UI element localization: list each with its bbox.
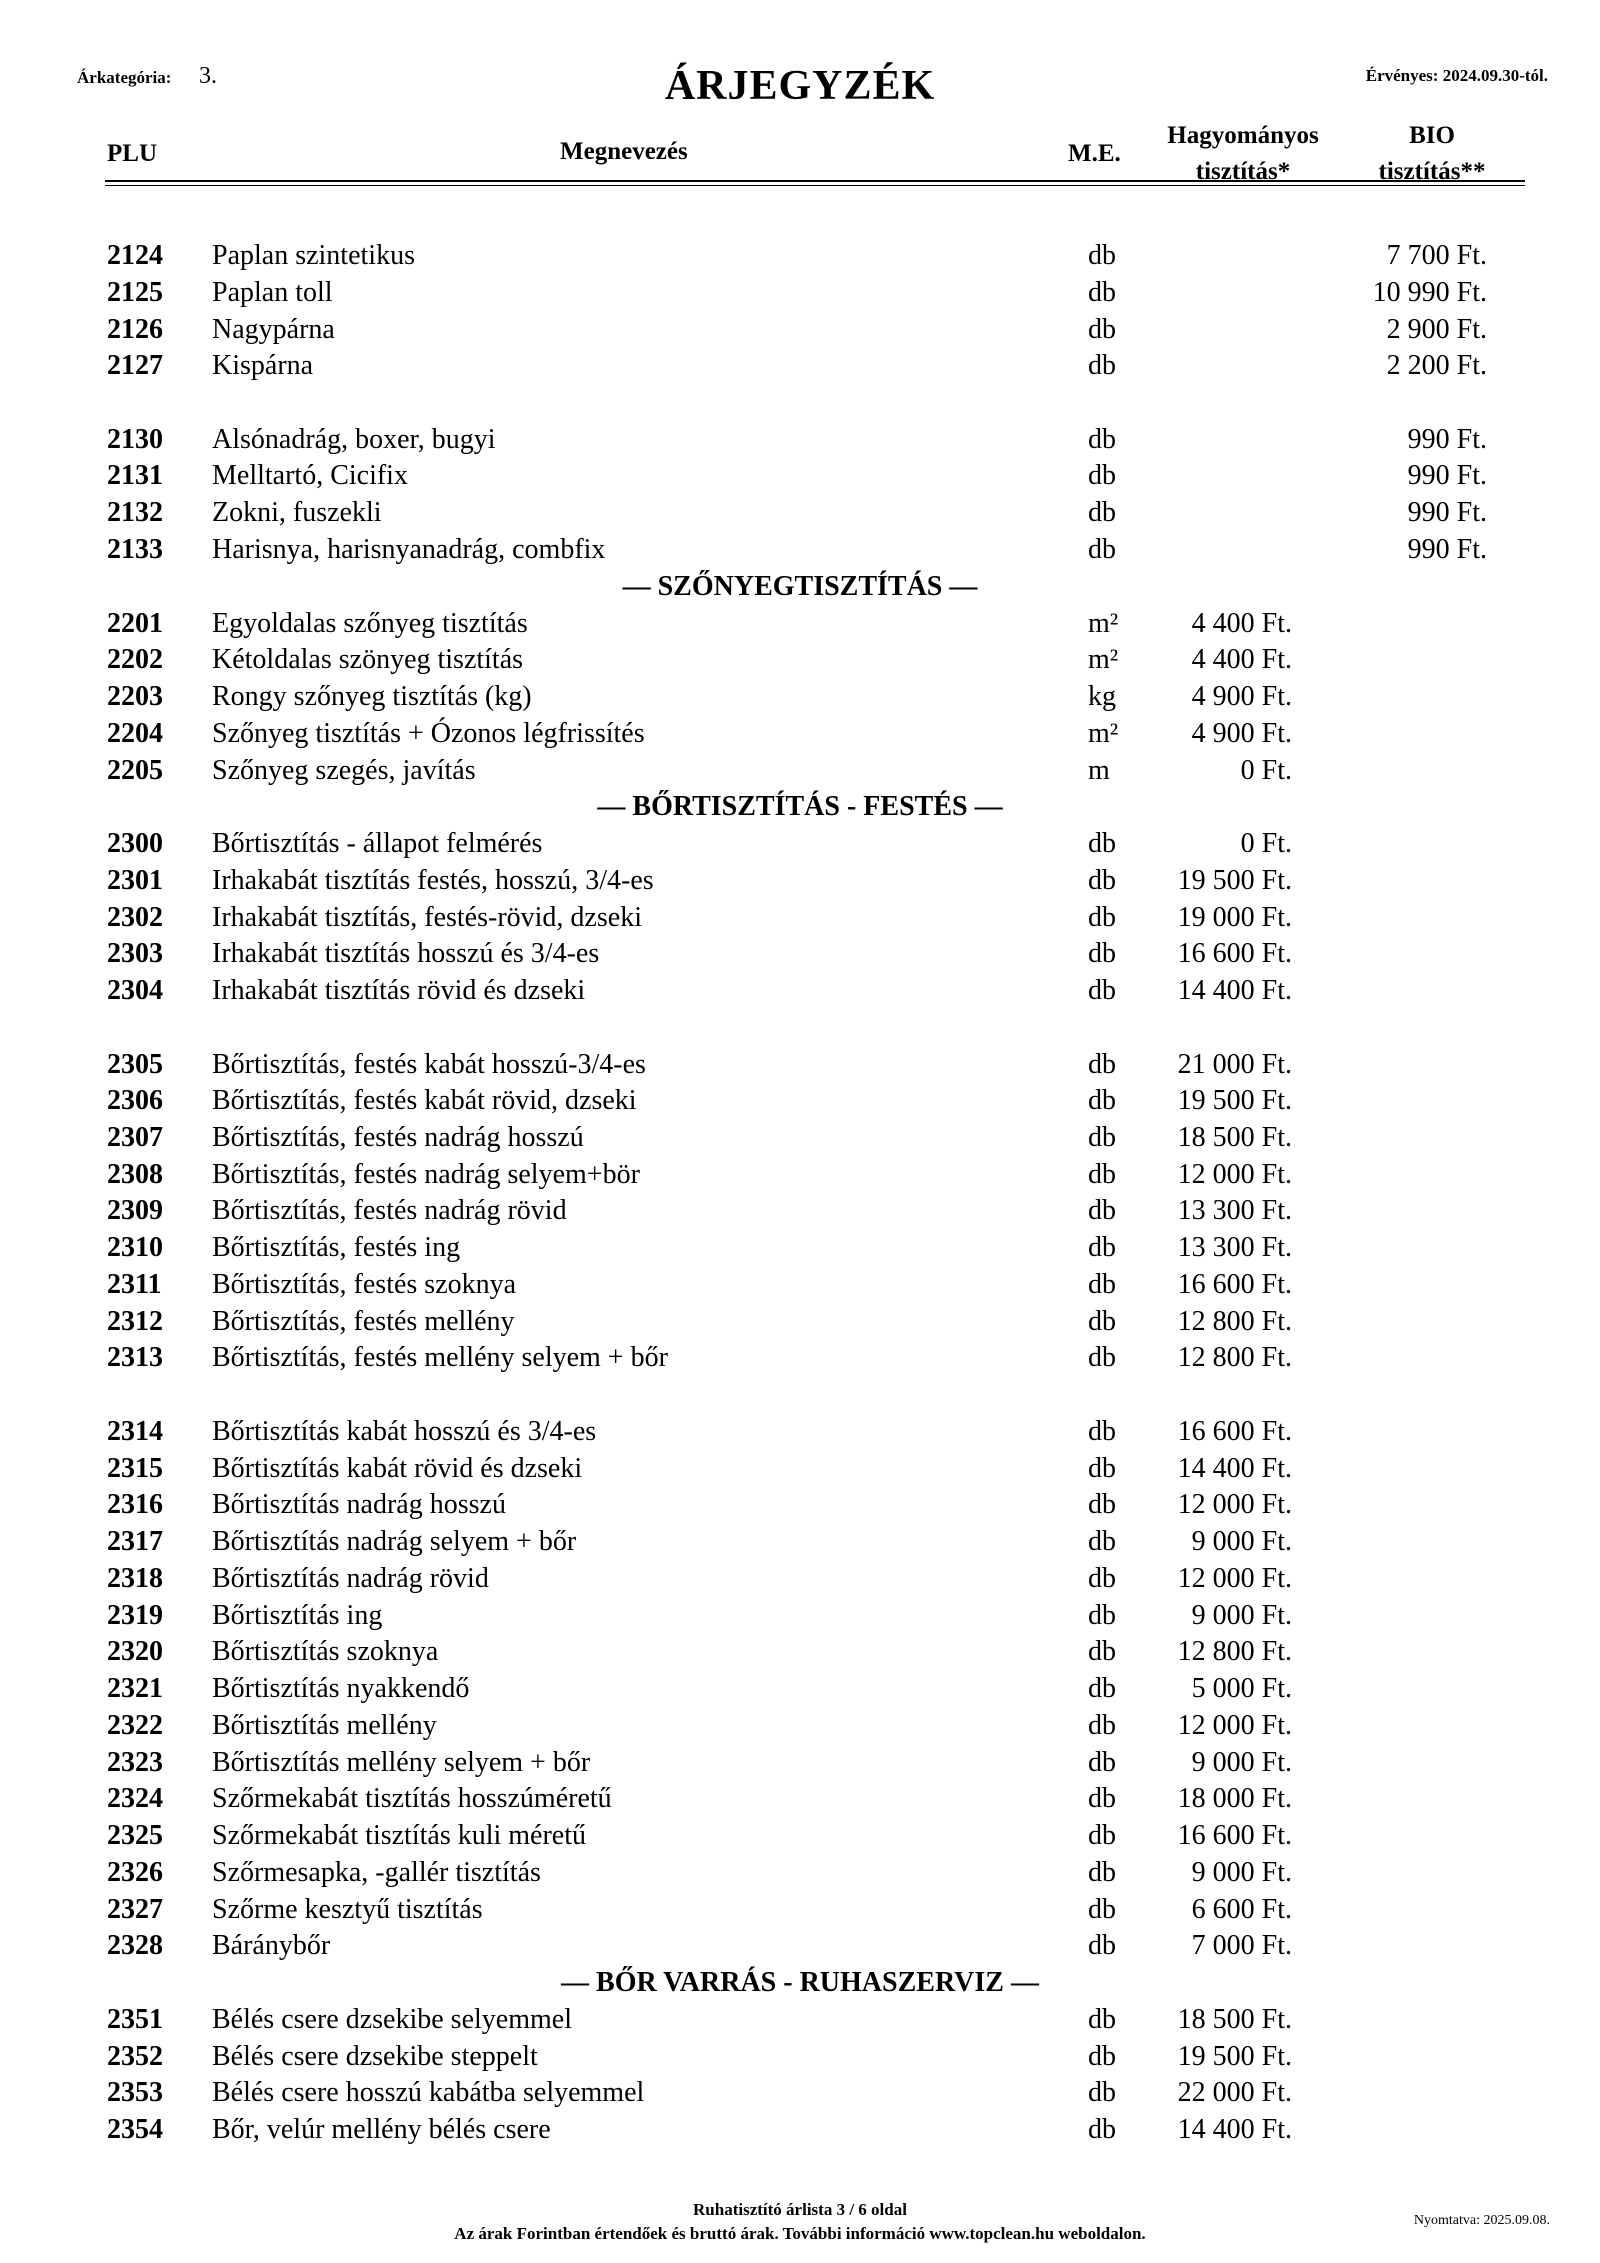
column-header-plu: PLU [107, 140, 157, 167]
unit: db [1088, 1195, 1116, 1226]
table-row [0, 1489, 1600, 1526]
unit: db [1088, 1563, 1116, 1594]
table-row [0, 1857, 1600, 1894]
item-name: Rongy szőnyeg tisztítás (kg) [212, 681, 532, 712]
unit: db [1088, 1930, 1116, 1961]
item-name: Bélés csere dzsekibe selyemmel [212, 2004, 572, 2035]
unit: db [1088, 1085, 1116, 1116]
plu-code: 2305 [107, 1049, 163, 1080]
table-row [0, 1600, 1600, 1637]
unit: db [1088, 865, 1116, 896]
traditional-price: 21 000 Ft. [1177, 1049, 1292, 1080]
bio-price: 990 Ft. [1407, 534, 1487, 565]
table-row [0, 718, 1600, 755]
item-name: Bélés csere dzsekibe steppelt [212, 2041, 538, 2072]
plu-code: 2316 [107, 1489, 163, 1520]
bio-price: 10 990 Ft. [1372, 277, 1487, 308]
item-name: Bőr, velúr mellény bélés csere [212, 2114, 551, 2145]
table-row [0, 277, 1600, 314]
table-row [0, 1673, 1600, 1710]
unit: db [1088, 240, 1116, 271]
bio-price: 990 Ft. [1407, 424, 1487, 455]
item-name: Bőrtisztítás kabát rövid és dzseki [212, 1453, 583, 1484]
unit: db [1088, 534, 1116, 565]
unit: m² [1088, 608, 1119, 639]
table-row [0, 1269, 1600, 1306]
traditional-price: 9 000 Ft. [1191, 1526, 1292, 1557]
table-row [0, 2041, 1600, 2078]
plu-code: 2312 [107, 1306, 163, 1337]
item-name: Bőrtisztítás - állapot felmérés [212, 828, 543, 859]
item-name: Paplan toll [212, 277, 333, 308]
traditional-price: 16 600 Ft. [1177, 938, 1292, 969]
plu-code: 2313 [107, 1342, 163, 1373]
footer-note: Az árak Forintban értendőek és bruttó árak. További információ www.topclean.hu weboldalon. [454, 2224, 1146, 2243]
plu-code: 2321 [107, 1673, 163, 1704]
traditional-price: 4 900 Ft. [1191, 681, 1292, 712]
table-row [0, 1159, 1600, 1196]
plu-code: 2325 [107, 1820, 163, 1851]
traditional-price: 18 500 Ft. [1177, 1122, 1292, 1153]
unit: db [1088, 314, 1116, 345]
unit: db [1088, 1857, 1116, 1888]
plu-code: 2317 [107, 1526, 163, 1557]
plu-code: 2132 [107, 497, 163, 528]
plu-code: 2318 [107, 1563, 163, 1594]
item-name: Egyoldalas szőnyeg tisztítás [212, 608, 528, 639]
unit: db [1088, 1232, 1116, 1263]
unit: db [1088, 1453, 1116, 1484]
plu-code: 2304 [107, 975, 163, 1006]
table-row [0, 902, 1600, 939]
plu-code: 2327 [107, 1894, 163, 1925]
unit: db [1088, 350, 1116, 381]
item-name: Szőrmekabát tisztítás hosszúméretű [212, 1783, 612, 1814]
item-name: Bőrtisztítás nadrág hosszú [212, 1489, 506, 1520]
table-row [0, 865, 1600, 902]
unit: db [1088, 1489, 1116, 1520]
item-name: Bőrtisztítás, festés ing [212, 1232, 461, 1263]
section-heading-leather: — BŐRTISZTÍTÁS - FESTÉS — [597, 791, 1003, 822]
plu-code: 2300 [107, 828, 163, 859]
unit: kg [1088, 681, 1116, 712]
unit: db [1088, 1894, 1116, 1925]
traditional-price: 13 300 Ft. [1177, 1232, 1292, 1263]
unit: db [1088, 1306, 1116, 1337]
table-row [0, 2004, 1600, 2041]
unit: db [1088, 1342, 1116, 1373]
footer-page-info: Ruhatisztító árlista 3 / 6 oldal [693, 2200, 907, 2219]
item-name: Alsónadrág, boxer, bugyi [212, 424, 496, 455]
traditional-price: 6 600 Ft. [1191, 1894, 1292, 1925]
unit: m² [1088, 718, 1119, 749]
unit: db [1088, 2004, 1116, 2035]
item-name: Bőrtisztítás nyakkendő [212, 1673, 470, 1704]
table-row [0, 1122, 1600, 1159]
plu-code: 2353 [107, 2077, 163, 2108]
item-name: Kispárna [212, 350, 314, 381]
traditional-price: 5 000 Ft. [1191, 1673, 1292, 1704]
bio-price: 2 200 Ft. [1386, 350, 1487, 381]
traditional-price: 12 800 Ft. [1177, 1306, 1292, 1337]
unit: db [1088, 1820, 1116, 1851]
item-name: Bőrtisztítás, festés kabát rövid, dzseki [212, 1085, 637, 1116]
table-row [0, 240, 1600, 277]
bio-price: 7 700 Ft. [1386, 240, 1487, 271]
plu-code: 2319 [107, 1600, 163, 1631]
table-row [0, 1526, 1600, 1563]
item-name: Nagypárna [212, 314, 335, 345]
traditional-price: 12 000 Ft. [1177, 1489, 1292, 1520]
table-row [0, 1930, 1600, 1967]
traditional-price: 12 000 Ft. [1177, 1710, 1292, 1741]
unit: db [1088, 2041, 1116, 2072]
item-name: Bélés csere hosszú kabátba selyemmel [212, 2077, 645, 2108]
traditional-price: 12 800 Ft. [1177, 1636, 1292, 1667]
table-row [0, 1049, 1600, 1086]
traditional-price: 0 Ft. [1240, 828, 1292, 859]
table-row [0, 460, 1600, 497]
item-name: Bőrtisztítás nadrág rövid [212, 1563, 489, 1594]
unit: db [1088, 2077, 1116, 2108]
unit: db [1088, 1159, 1116, 1190]
table-row [0, 424, 1600, 461]
table-row [0, 314, 1600, 351]
plu-code: 2311 [107, 1269, 162, 1300]
plu-code: 2127 [107, 350, 163, 381]
plu-code: 2205 [107, 755, 163, 786]
table-row [0, 1783, 1600, 1820]
item-name: Bőrtisztítás mellény selyem + bőr [212, 1747, 591, 1778]
item-name: Irhakabát tisztítás festés, hosszú, 3/4-es [212, 865, 654, 896]
unit: db [1088, 1122, 1116, 1153]
plu-code: 2301 [107, 865, 163, 896]
item-name: Bőrtisztítás ing [212, 1600, 383, 1631]
table-row [0, 1085, 1600, 1122]
traditional-price: 14 400 Ft. [1177, 975, 1292, 1006]
item-name: Bőrtisztítás kabát hosszú és 3/4-es [212, 1416, 597, 1447]
traditional-price: 16 600 Ft. [1177, 1416, 1292, 1447]
table-row [0, 1195, 1600, 1232]
unit: db [1088, 1747, 1116, 1778]
table-row [0, 1453, 1600, 1490]
unit: db [1088, 1673, 1116, 1704]
table-row [0, 1710, 1600, 1747]
item-name: Irhakabát tisztítás, festés-rövid, dzseki [212, 902, 642, 933]
traditional-price: 16 600 Ft. [1177, 1820, 1292, 1851]
unit: db [1088, 1636, 1116, 1667]
bio-price: 990 Ft. [1407, 497, 1487, 528]
table-row [0, 755, 1600, 792]
traditional-price: 19 000 Ft. [1177, 902, 1292, 933]
category-label: Árkategória: [77, 68, 172, 87]
plu-code: 2310 [107, 1232, 163, 1263]
traditional-price: 9 000 Ft. [1191, 1857, 1292, 1888]
item-name: Szőrme kesztyű tisztítás [212, 1894, 483, 1925]
traditional-price: 19 500 Ft. [1177, 865, 1292, 896]
bio-price: 990 Ft. [1407, 460, 1487, 491]
plu-code: 2130 [107, 424, 163, 455]
plu-code: 2320 [107, 1636, 163, 1667]
table-row [0, 1232, 1600, 1269]
item-name: Báránybőr [212, 1930, 331, 1961]
plu-code: 2351 [107, 2004, 163, 2035]
plu-code: 2326 [107, 1857, 163, 1888]
item-name: Bőrtisztítás mellény [212, 1710, 437, 1741]
table-row [0, 644, 1600, 681]
traditional-price: 4 900 Ft. [1191, 718, 1292, 749]
column-header-bio: BIO tisztítás** [1378, 122, 1486, 185]
traditional-price: 19 500 Ft. [1177, 2041, 1292, 2072]
plu-code: 2315 [107, 1453, 163, 1484]
page-title: ÁRJEGYZÉK [664, 63, 936, 109]
unit: db [1088, 1269, 1116, 1300]
unit: db [1088, 975, 1116, 1006]
table-row [0, 1747, 1600, 1784]
traditional-price: 9 000 Ft. [1191, 1600, 1292, 1631]
plu-code: 2352 [107, 2041, 163, 2072]
traditional-price: 4 400 Ft. [1191, 608, 1292, 639]
item-name: Bőrtisztítás, festés szoknya [212, 1269, 517, 1300]
table-row [0, 2114, 1600, 2151]
printed-date: Nyomtatva: 2025.09.08. [1413, 2213, 1550, 2228]
table-row [0, 828, 1600, 865]
plu-code: 2307 [107, 1122, 163, 1153]
unit: db [1088, 460, 1116, 491]
plu-code: 2302 [107, 902, 163, 933]
table-row [0, 681, 1600, 718]
unit: db [1088, 424, 1116, 455]
table-row [0, 1416, 1600, 1453]
item-name: Szőnyeg tisztítás + Ózonos légfrissítés [212, 718, 645, 749]
item-name: Szőnyeg szegés, javítás [212, 755, 476, 786]
unit: m [1088, 755, 1110, 786]
item-name: Bőrtisztítás nadrág selyem + bőr [212, 1526, 577, 1557]
table-row [0, 1563, 1600, 1600]
unit: db [1088, 1526, 1116, 1557]
plu-code: 2314 [107, 1416, 163, 1447]
plu-code: 2124 [107, 240, 163, 271]
unit: db [1088, 1600, 1116, 1631]
item-name: Szőrmekabát tisztítás kuli méretű [212, 1820, 587, 1851]
unit: db [1088, 497, 1116, 528]
item-name: Bőrtisztítás, festés kabát hosszú-3/4-es [212, 1049, 646, 1080]
plu-code: 2306 [107, 1085, 163, 1116]
column-header-unit: M.E. [1068, 140, 1121, 167]
plu-code: 2202 [107, 644, 163, 675]
table-row [0, 975, 1600, 1012]
item-name: Zokni, fuszekli [212, 497, 382, 528]
traditional-price: 18 500 Ft. [1177, 2004, 1292, 2035]
item-name: Irhakabát tisztítás hosszú és 3/4-es [212, 938, 600, 969]
traditional-price: 4 400 Ft. [1191, 644, 1292, 675]
traditional-price: 12 800 Ft. [1177, 1342, 1292, 1373]
unit: db [1088, 1783, 1116, 1814]
plu-code: 2308 [107, 1159, 163, 1190]
item-name: Paplan szintetikus [212, 240, 415, 271]
traditional-price: 9 000 Ft. [1191, 1747, 1292, 1778]
section-heading-carpet: — SZŐNYEGTISZTÍTÁS — [622, 571, 978, 602]
traditional-price: 14 400 Ft. [1177, 2114, 1292, 2145]
unit: db [1088, 1710, 1116, 1741]
plu-code: 2131 [107, 460, 163, 491]
item-name: Bőrtisztítás, festés mellény [212, 1306, 515, 1337]
column-header-name: Megnevezés [560, 138, 688, 165]
table-row [0, 1306, 1600, 1343]
traditional-price: 7 000 Ft. [1191, 1930, 1292, 1961]
table-row [0, 1636, 1600, 1673]
plu-code: 2133 [107, 534, 163, 565]
plu-code: 2201 [107, 608, 163, 639]
bio-price: 2 900 Ft. [1386, 314, 1487, 345]
traditional-price: 12 000 Ft. [1177, 1159, 1292, 1190]
item-name: Kétoldalas szönyeg tisztítás [212, 644, 524, 675]
traditional-price: 12 000 Ft. [1177, 1563, 1292, 1594]
traditional-price: 16 600 Ft. [1177, 1269, 1292, 1300]
table-row [0, 1894, 1600, 1931]
unit: m² [1088, 644, 1119, 675]
table-row [0, 938, 1600, 975]
table-row [0, 534, 1600, 571]
plu-code: 2203 [107, 681, 163, 712]
table-row [0, 350, 1600, 387]
table-row [0, 2077, 1600, 2114]
traditional-price: 13 300 Ft. [1177, 1195, 1292, 1226]
traditional-price: 22 000 Ft. [1177, 2077, 1292, 2108]
table-row [0, 1342, 1600, 1379]
unit: db [1088, 277, 1116, 308]
item-name: Harisnya, harisnyanadrág, combfix [212, 534, 606, 565]
item-name: Szőrmesapka, -gallér tisztítás [212, 1857, 541, 1888]
unit: db [1088, 902, 1116, 933]
traditional-price: 18 000 Ft. [1177, 1783, 1292, 1814]
unit: db [1088, 828, 1116, 859]
category-value: 3. [199, 63, 217, 89]
plu-code: 2324 [107, 1783, 163, 1814]
table-row [0, 1820, 1600, 1857]
plu-code: 2125 [107, 277, 163, 308]
unit: db [1088, 938, 1116, 969]
plu-code: 2204 [107, 718, 163, 749]
item-name: Bőrtisztítás szoknya [212, 1636, 439, 1667]
plu-code: 2309 [107, 1195, 163, 1226]
item-name: Bőrtisztítás, festés mellény selyem + bőr [212, 1342, 668, 1373]
traditional-price: 19 500 Ft. [1177, 1085, 1292, 1116]
unit: db [1088, 1049, 1116, 1080]
table-row [0, 608, 1600, 645]
plu-code: 2328 [107, 1930, 163, 1961]
traditional-price: 14 400 Ft. [1177, 1453, 1292, 1484]
valid-from: Érvényes: 2024.09.30-tól. [1365, 66, 1548, 85]
plu-code: 2322 [107, 1710, 163, 1741]
plu-code: 2323 [107, 1747, 163, 1778]
item-name: Bőrtisztítás, festés nadrág hosszú [212, 1122, 584, 1153]
traditional-price: 0 Ft. [1240, 755, 1292, 786]
plu-code: 2126 [107, 314, 163, 345]
item-name: Irhakabát tisztítás rövid és dzseki [212, 975, 586, 1006]
table-row [0, 497, 1600, 534]
item-name: Melltartó, Cicifix [212, 460, 408, 491]
unit: db [1088, 1416, 1116, 1447]
plu-code: 2354 [107, 2114, 163, 2145]
plu-code: 2303 [107, 938, 163, 969]
unit: db [1088, 2114, 1116, 2145]
item-name: Bőrtisztítás, festés nadrág selyem+bör [212, 1159, 640, 1190]
section-heading-sewing: — BŐR VARRÁS - RUHASZERVIZ — [561, 1967, 1039, 1998]
column-header-traditional: Hagyományos tisztítás* [1167, 122, 1319, 185]
item-name: Bőrtisztítás, festés nadrág rövid [212, 1195, 567, 1226]
